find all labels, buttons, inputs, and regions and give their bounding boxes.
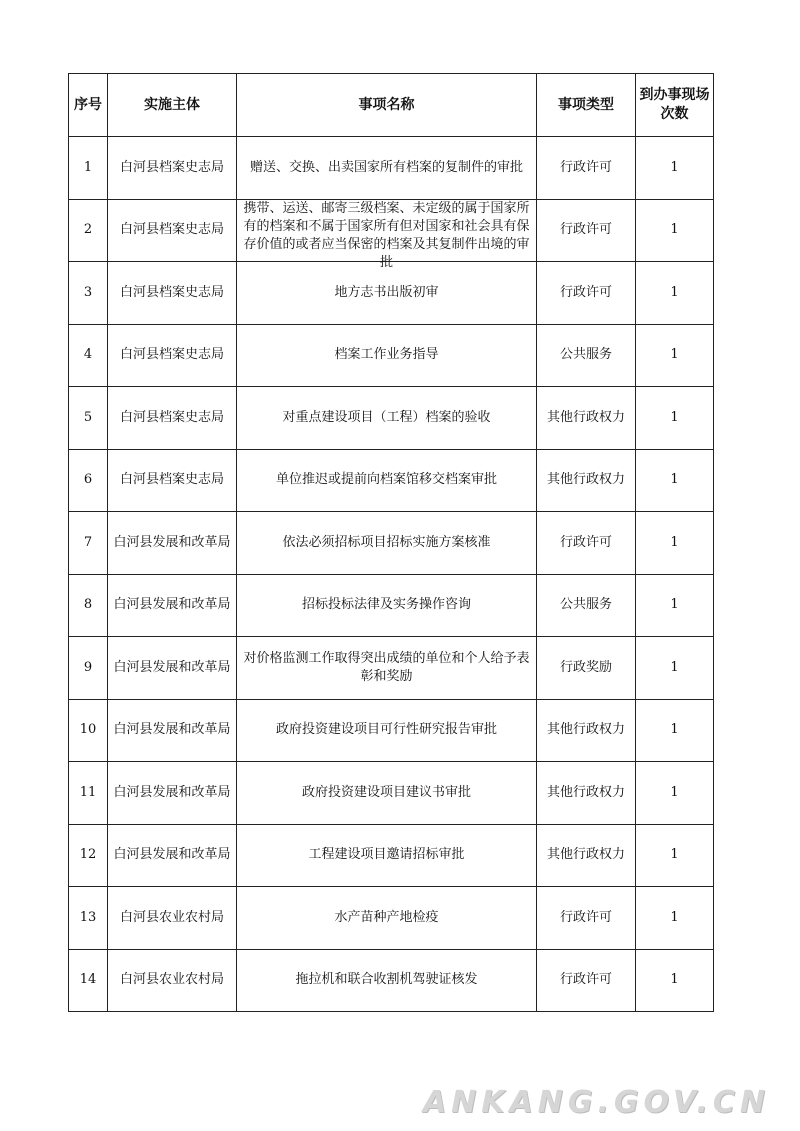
cell-item: 档案工作业务指导 — [237, 324, 537, 387]
table-row — [69, 324, 714, 387]
cell-subject: 白河县档案史志局 — [108, 262, 237, 325]
cell-seq: 1 — [69, 137, 108, 200]
cell-visits: 1 — [636, 637, 714, 700]
table-row — [69, 387, 714, 450]
cell-visits: 1 — [636, 199, 714, 262]
table-row — [69, 887, 714, 950]
cell-item: 对价格监测工作取得突出成绩的单位和个人给予表彰和奖励 — [237, 637, 537, 700]
cell-visits: 1 — [636, 824, 714, 887]
cell-type: 行政许可 — [537, 262, 636, 325]
cell-visits: 1 — [636, 762, 714, 825]
cell-type: 其他行政权力 — [537, 762, 636, 825]
cell-type: 行政许可 — [537, 199, 636, 262]
cell-type: 行政许可 — [537, 887, 636, 950]
cell-visits: 1 — [636, 512, 714, 575]
table-row — [69, 762, 714, 825]
cell-visits: 1 — [636, 699, 714, 762]
cell-visits: 1 — [636, 574, 714, 637]
cell-item: 地方志书出版初审 — [237, 262, 537, 325]
cell-seq: 5 — [69, 387, 108, 450]
cell-seq: 7 — [69, 512, 108, 575]
cell-subject: 白河县发展和改革局 — [108, 762, 237, 825]
header-item: 事项名称 — [237, 74, 537, 137]
cell-visits: 1 — [636, 387, 714, 450]
cell-type: 行政奖励 — [537, 637, 636, 700]
header-type: 事项类型 — [537, 74, 636, 137]
cell-type: 行政许可 — [537, 137, 636, 200]
cell-item: 拖拉机和联合收割机驾驶证核发 — [237, 949, 537, 1012]
cell-item: 对重点建设项目（工程）档案的验收 — [237, 387, 537, 450]
table-row — [69, 199, 714, 262]
cell-visits: 1 — [636, 949, 714, 1012]
cell-subject: 白河县发展和改革局 — [108, 699, 237, 762]
cell-seq: 9 — [69, 637, 108, 700]
cell-item: 招标投标法律及实务操作咨询 — [237, 574, 537, 637]
cell-subject: 白河县农业农村局 — [108, 949, 237, 1012]
cell-seq: 14 — [69, 949, 108, 1012]
header-subject: 实施主体 — [108, 74, 237, 137]
cell-subject: 白河县档案史志局 — [108, 324, 237, 387]
cell-seq: 13 — [69, 887, 108, 950]
cell-subject: 白河县发展和改革局 — [108, 574, 237, 637]
cell-item — [237, 199, 537, 270]
cell-item: 工程建设项目邀请招标审批 — [237, 824, 537, 887]
header-visits: 到办事现场次数 — [636, 74, 714, 137]
cell-type: 其他行政权力 — [537, 824, 636, 887]
header-seq: 序号 — [69, 74, 108, 137]
cell-type: 公共服务 — [537, 574, 636, 637]
cell-type: 行政许可 — [537, 949, 636, 1012]
cell-visits: 1 — [636, 449, 714, 512]
table-header-row — [69, 74, 714, 137]
cell-item: 政府投资建设项目建议书审批 — [237, 762, 537, 825]
cell-visits: 1 — [636, 324, 714, 387]
cell-item: 水产苗种产地检疫 — [237, 887, 537, 950]
table-row — [69, 699, 714, 762]
cell-visits: 1 — [636, 262, 714, 325]
cell-type: 行政许可 — [537, 512, 636, 575]
table-row — [69, 512, 714, 575]
cell-seq: 12 — [69, 824, 108, 887]
cell-seq: 8 — [69, 574, 108, 637]
table-row — [69, 449, 714, 512]
cell-type: 其他行政权力 — [537, 699, 636, 762]
cell-seq: 4 — [69, 324, 108, 387]
table-row — [69, 137, 714, 200]
cell-seq: 6 — [69, 449, 108, 512]
cell-subject: 白河县农业农村局 — [108, 887, 237, 950]
cell-type: 公共服务 — [537, 324, 636, 387]
cell-subject: 白河县发展和改革局 — [108, 637, 237, 700]
table-row — [69, 949, 714, 1012]
cell-seq: 10 — [69, 699, 108, 762]
cell-subject: 白河县档案史志局 — [108, 199, 237, 262]
cell-item: 赠送、交换、出卖国家所有档案的复制件的审批 — [237, 137, 537, 200]
cell-visits: 1 — [636, 887, 714, 950]
cell-subject: 白河县档案史志局 — [108, 137, 237, 200]
table-row — [69, 574, 714, 637]
table-row — [69, 637, 714, 700]
cell-type: 其他行政权力 — [537, 387, 636, 450]
cell-subject: 白河县档案史志局 — [108, 449, 237, 512]
cell-subject: 白河县发展和改革局 — [108, 512, 237, 575]
cell-item: 单位推迟或提前向档案馆移交档案审批 — [237, 449, 537, 512]
cell-seq: 2 — [69, 199, 108, 262]
table-row — [69, 824, 714, 887]
cell-seq: 3 — [69, 262, 108, 325]
cell-type: 其他行政权力 — [537, 449, 636, 512]
cell-subject: 白河县发展和改革局 — [108, 824, 237, 887]
cell-visits: 1 — [636, 137, 714, 200]
cell-subject: 白河县档案史志局 — [108, 387, 237, 450]
items-table — [68, 73, 714, 1012]
cell-item: 政府投资建设项目可行性研究报告审批 — [237, 699, 537, 762]
cell-item: 依法必须招标项目招标实施方案核准 — [237, 512, 537, 575]
site-watermark: ANKANG.GOV.CN — [422, 1085, 770, 1120]
cell-seq: 11 — [69, 762, 108, 825]
cell-item-text: 携带、运送、邮寄三级档案、未定级的属于国家所有的档案和不属于国家所有但对国家和社会具有保存价值的或者应当保密的档案及其复制件出境的审批 — [243, 200, 530, 270]
